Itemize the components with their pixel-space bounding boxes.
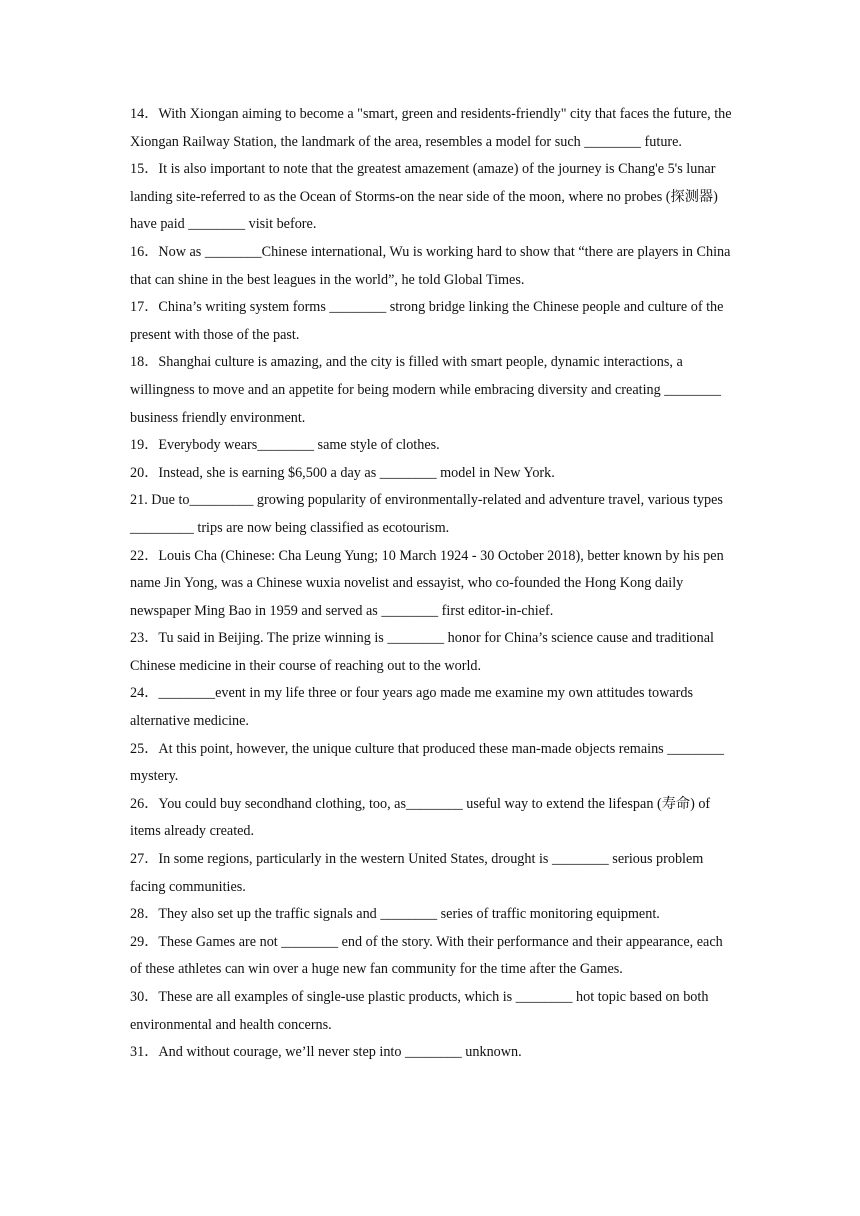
question-17: 17．China’s writing system forms ________ strong bridge linking the Chinese people and culture of the present with those of the past. bbox=[130, 299, 724, 343]
question-27: 27．In some regions, particularly in the western United States, drought is ________ serious problem facing communities. bbox=[130, 851, 704, 895]
question-22: 22．Louis Cha (Chinese: Cha Leung Yung; 10 March 1924 - 30 October 2018), better known by his pen name Jin Yong, was a Chinese wuxia novelist and essayist, who co-founded the Hong Kong daily newspaper Ming Bao in 1959 and served as ________ first editor-in-chief. bbox=[130, 547, 724, 619]
question-14: 14．With Xiongan aiming to become a "smart, green and residents-friendly" city that faces the future, the Xiongan Railway Station, the landmark of the area, resembles a model for such ________ future. bbox=[130, 106, 732, 150]
question-24: 24．________event in my life three or four years ago made me examine my own attitudes towards alternative medicine. bbox=[130, 685, 694, 730]
question-15: 15．It is also important to note that the greatest amazement (amaze) of the journey is Chang'e 5's lunar landing site-referred to as the Ocean of Storms-on the near side of the moon, where no probes (探测器) have paid ________ visit before. bbox=[130, 161, 718, 233]
question-31: 31．And without courage, we’ll never step into ________ unknown. bbox=[130, 1044, 522, 1061]
question-29: 29．These Games are not ________ end of the story. With their performance and their appearance, each of these athletes can win over a huge new fan community for the time after the Games. bbox=[130, 933, 723, 978]
question-23: 23．Tu said in Beijing. The prize winning is ________ honor for China’s science cause and traditional Chinese medicine in their course of reaching out to the world. bbox=[130, 630, 714, 674]
question-30: 30．These are all examples of single-use plastic products, which is ________ hot topic based on both environmental and health concerns. bbox=[130, 989, 709, 1033]
question-16: 16．Now as ________Chinese international, Wu is working hard to show that “there are players in China that can shine in the best leagues in the world”, he told Global Times. bbox=[130, 243, 731, 288]
question-19: 19．Everybody wears________ same style of clothes. bbox=[130, 437, 440, 454]
question-21: 21. Due to_________ growing popularity of environmentally-related and adventure travel, various types _________ trips are now being classified as ecotourism. bbox=[130, 492, 723, 536]
question-20: 20．Instead, she is earning $6,500 a day as ________ model in New York. bbox=[130, 464, 555, 481]
question-26: 26．You could buy secondhand clothing, too, as________ useful way to extend the lifespan (寿命) of items already created. bbox=[130, 795, 711, 840]
question-28: 28．They also set up the traffic signals and ________ series of traffic monitoring equipment. bbox=[130, 906, 660, 923]
question-25: 25．At this point, however, the unique culture that produced these man-made objects remains ________ mystery. bbox=[130, 740, 724, 785]
question-18: 18．Shanghai culture is amazing, and the city is filled with smart people, dynamic interactions, a willingness to move and an appetite for being modern while embracing diversity and creating ________ business friendly environment. bbox=[130, 354, 721, 426]
question-list bbox=[130, 101, 734, 1067]
